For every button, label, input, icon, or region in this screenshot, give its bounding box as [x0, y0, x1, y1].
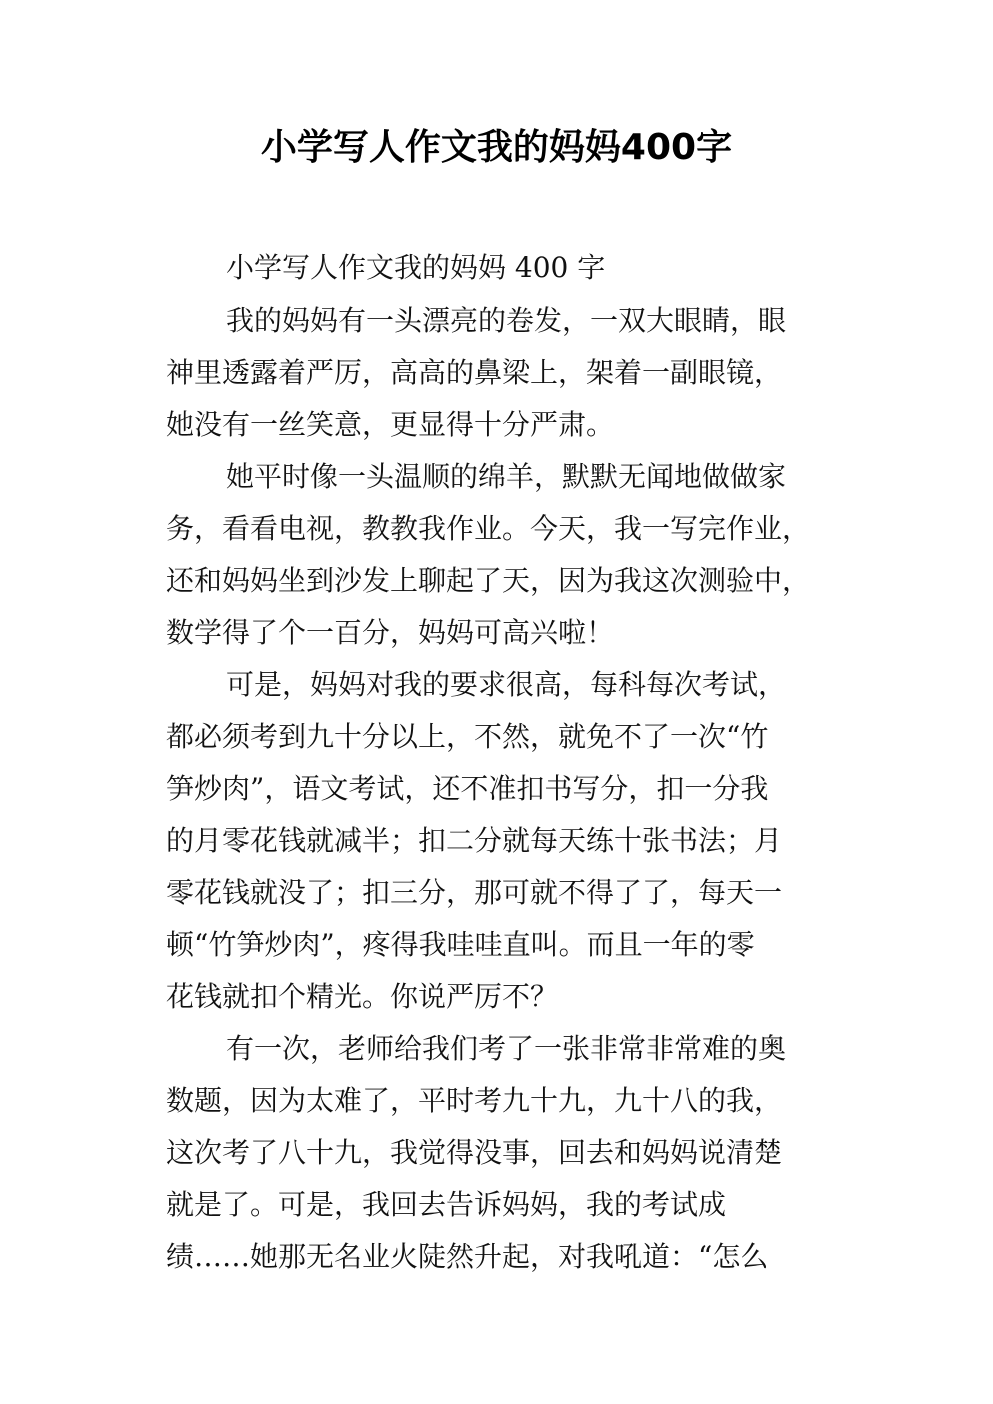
text-line: 还和妈妈坐到沙发上聊起了天，因为我这次测验中，	[166, 564, 811, 597]
text-line: 这次考了八十九，我觉得没事，回去和妈妈说清楚	[166, 1136, 783, 1169]
text-line: 花钱就扣个精光。你说严厉不？	[166, 980, 559, 1013]
text-line: 都必须考到九十分以上，不然，就免不了一次“竹	[166, 720, 769, 753]
text-line: 她平时像一头温顺的绵羊，默默无闻地做做家	[226, 460, 787, 493]
text-line: 零花钱就没了；扣三分，那可就不得了了，每天一	[166, 876, 783, 909]
text-line: 顿“竹笋炒肉”，疼得我哇哇直叫。而且一年的零	[166, 928, 755, 961]
text-line: 有一次，老师给我们考了一张非常非常难的奥	[226, 1032, 787, 1065]
page-title: 小学写人作文我的妈妈400字	[260, 127, 733, 168]
text-line: 笋炒肉”，语文考试，还不准扣书写分，扣一分我	[166, 772, 769, 805]
text-line: 可是，妈妈对我的要求很高，每科每次考试，	[226, 668, 787, 701]
subtitle-line: 小学写人作文我的妈妈 400 字	[226, 251, 606, 284]
text-line: 神里透露着严厉，高高的鼻梁上，架着一副眼镜，	[166, 356, 783, 389]
text-line: 数学得了个一百分，妈妈可高兴啦！	[166, 616, 615, 649]
text-line: 数题，因为太难了，平时考九十九，九十八的我，	[166, 1084, 783, 1117]
text-line: 务，看看电视，教教我作业。今天，我一写完作业，	[166, 512, 811, 545]
text-line: 她没有一丝笑意，更显得十分严肃。	[166, 408, 615, 441]
text-line: 我的妈妈有一头漂亮的卷发，一双大眼睛，眼	[226, 304, 787, 337]
text-line: 的月零花钱就减半；扣二分就每天练十张书法；月	[166, 824, 783, 857]
text-line: 就是了。可是，我回去告诉妈妈，我的考试成	[166, 1188, 727, 1221]
text-line: 绩……她那无名业火陡然升起，对我吼道：“怎么	[166, 1240, 769, 1273]
